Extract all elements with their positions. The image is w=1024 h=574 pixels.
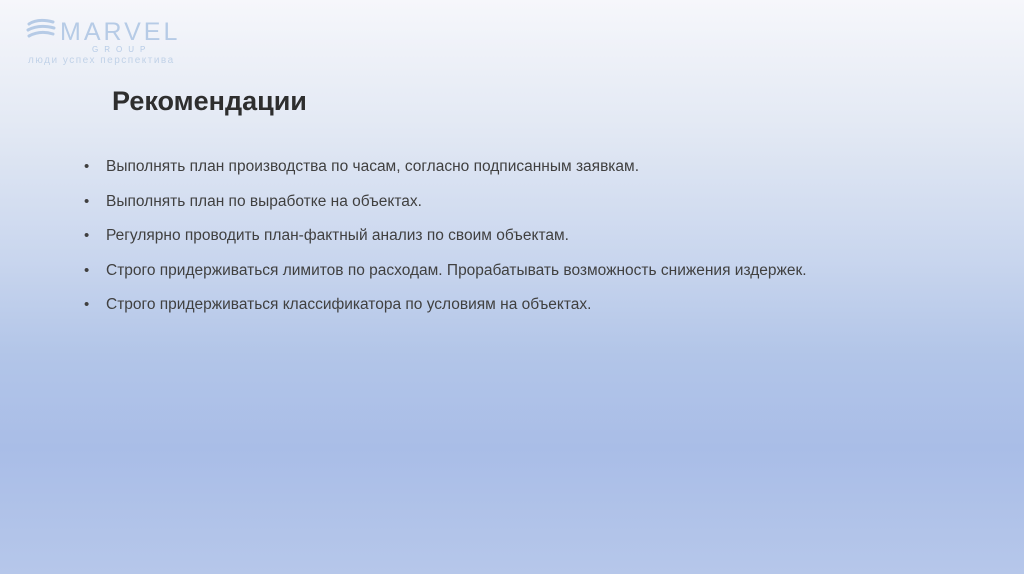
list-item [82,256,982,291]
list-item [82,221,982,256]
slide-title: Рекомендации [112,86,307,116]
logo-wave-icon [26,16,56,42]
list-item-text: Выполнять план по выработке на объектах. [106,192,422,210]
bullet-icon: • [84,192,90,210]
bullet-icon: • [84,261,90,279]
recommendations-list [82,152,982,325]
bullet-icon: • [84,158,90,175]
logo-tagline: люди успех перспектива [28,55,175,66]
logo-brand-text: MARVEL [60,18,181,46]
bullet-icon: • [84,296,90,313]
list-item [82,152,982,187]
list-item-text: Регулярно проводить план-фактный анализ по своим объектам. [106,227,569,244]
list-item [82,187,982,222]
list-item-text: Строго придерживаться классификатора по условиям на объектах. [106,296,592,313]
bullet-icon: • [84,227,90,244]
list-item [82,290,982,325]
company-logo [26,14,196,68]
list-item-text: Строго придерживаться лимитов по расходам. Прорабатывать возможность снижения издержек. [106,261,807,279]
logo-group-text: GROUP [92,45,152,54]
list-item-text: Выполнять план производства по часам, согласно подписанным заявкам. [106,158,640,175]
